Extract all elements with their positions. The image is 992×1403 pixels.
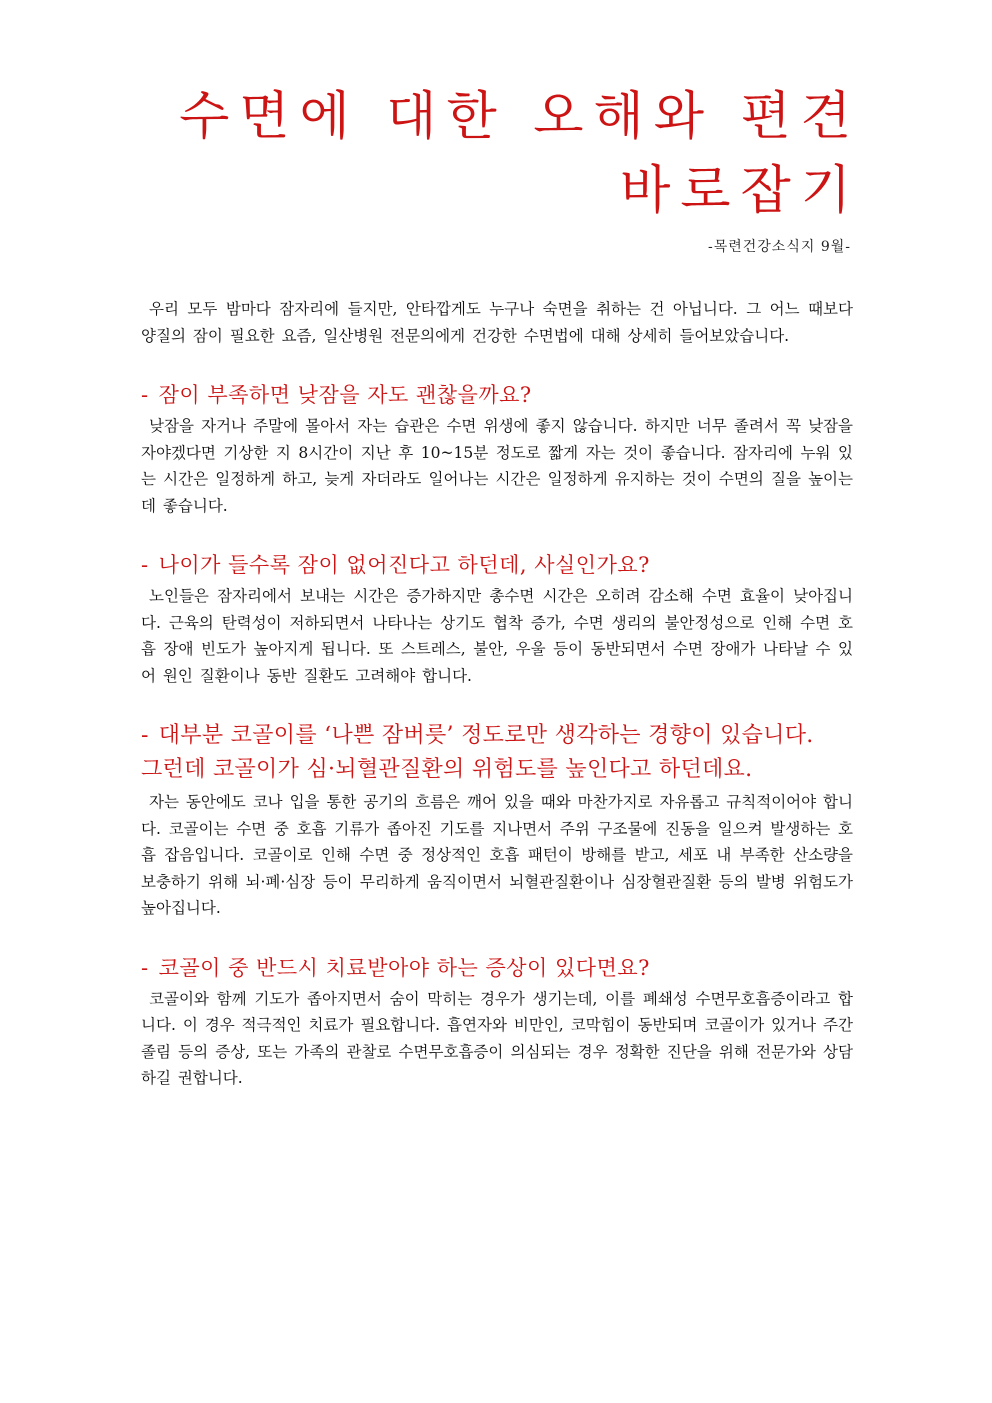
document-title	[141, 80, 861, 228]
section-3	[141, 719, 853, 922]
section-2-question-text: 나이가 들수록 잠이 없어진다고 하던데, 사실인가요?	[158, 553, 650, 577]
document-page	[141, 80, 861, 1092]
section-3-dash: -	[141, 723, 149, 748]
section-4-question-text: 코골이 중 반드시 치료받아야 하는 증상이 있다면요?	[158, 955, 650, 980]
section-3-question-line-1: 대부분 코골이를 ‘나쁜 잠버릇’ 정도로만 생각하는 경향이 있습니다.	[158, 723, 814, 748]
section-3-answer: 자는 동안에도 코나 입을 통한 공기의 흐름은 깨어 있을 때와 마찬가지로 자유롭고 규칙적이어야 합니다. 코골이는 수면 중 호흡 기류가 좁아진 기도를 지나면서 주위 구조물에 진동을 일으켜 발생하는 호흡 잡음입니다. 코골이로 인해 수면 중 정상적인 호흡 패턴이 방해를 받고, 세포 내 부족한 산소량을 보충하기 위해 뇌·폐·심장 등이 무리하게 움직이면서 뇌혈관질환이나 심장혈관질환 등의 발병 위험도가 높아집니다.	[141, 793, 853, 917]
section-4-dash: -	[141, 955, 149, 980]
section-2-answer: 노인들은 잠자리에서 보내는 시간은 증가하지만 총수면 시간은 오히려 감소해 수면 효율이 낮아집니다. 근육의 탄력성이 저하되면서 나타나는 상기도 협착 증가, 수면 생리의 불안정성으로 인해 수면 호흡 장애 빈도가 높아지게 됩니다. 또 스트레스, 불안, 우울 등이 동반되면서 수면 장애가 나타날 수 있어 원인 질환이나 동반 질환도 고려해야 합니다.	[141, 587, 853, 685]
source-note: -목련건강소식지 9월-	[707, 239, 851, 255]
section-2-dash: -	[141, 553, 149, 577]
section-1-answer: 낮잠을 자거나 주말에 몰아서 자는 습관은 수면 위생에 좋지 않습니다. 하지만 너무 졸려서 꼭 낮잠을 자야겠다면 기상한 지 8시간이 지난 후 10~15분 정도로 짧게 자는 것이 좋습니다. 잠자리에 누워 있는 시간은 일정하게 하고, 늦게 자더라도 일어나는 시간은 일정하게 유지하는 것이 수면의 질을 높이는 데 좋습니다.	[141, 417, 853, 515]
section-3-question-line-2: 그런데 코골이가 심·뇌혈관질환의 위험도를 높인다고 하던데요.	[141, 757, 753, 782]
section-4-question	[141, 952, 853, 984]
section-1-question-text: 잠이 부족하면 낮잠을 자도 괜찮을까요?	[158, 383, 532, 407]
section-1-question	[141, 379, 853, 411]
section-3-question	[141, 719, 853, 787]
section-4	[141, 952, 853, 1092]
section-1-dash: -	[141, 383, 149, 407]
intro-paragraph: 우리 모두 밤마다 잠자리에 들지만, 안타깝게도 누구나 숙면을 취하는 건 아닙니다. 그 어느 때보다 양질의 잠이 필요한 요즘, 일산병원 전문의에게 건강한 수면법에 대해 상세히 들어보았습니다.	[141, 300, 853, 345]
section-2-question	[141, 549, 853, 581]
title-line-1: 수면에 대한 오해와 편견	[179, 87, 861, 147]
section-4-answer: 코골이와 함께 기도가 좁아지면서 숨이 막히는 경우가 생기는데, 이를 폐쇄성 수면무호흡증이라고 합니다. 이 경우 적극적인 치료가 필요합니다. 흡연자와 비만인, 코막힘이 동반되며 코골이가 있거나 주간 졸림 등의 증상, 또는 가족의 관찰로 수면무호흡증이 의심되는 경우 정확한 진단을 위해 전문가와 상담하길 권합니다.	[141, 989, 853, 1087]
section-2	[141, 549, 853, 689]
section-1	[141, 379, 853, 519]
title-line-2: 바로잡기	[620, 161, 861, 221]
intro-paragraph-block	[141, 296, 853, 349]
